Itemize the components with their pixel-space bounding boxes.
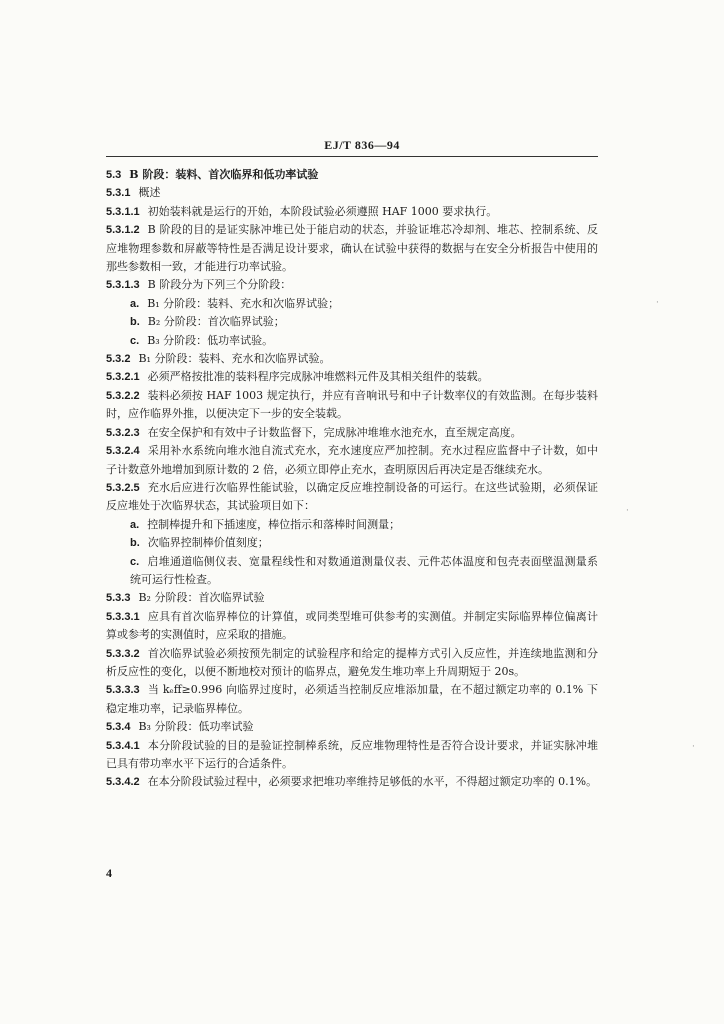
clause-number: 5.3.1.3 — [106, 279, 140, 292]
clause-paragraph — [106, 681, 598, 718]
clause-paragraph — [106, 479, 598, 516]
list-letter: a. — [130, 518, 140, 531]
clause-text: 次临界控制棒价值刻度； — [147, 536, 269, 550]
page-number: 4 — [106, 866, 112, 880]
list-item — [106, 553, 598, 590]
clause-text: B 阶段分为下列三个分阶段： — [147, 278, 292, 292]
clause-paragraph — [106, 442, 598, 479]
clause-paragraph — [106, 424, 598, 442]
clause-text: B₁ 分阶段：装料、充水和次临界试验； — [147, 296, 340, 310]
clause-text: 采用补水系统向堆水池自流式充水，充水速度应严加控制。充水过程应监督中子计数，如中子计数意外地增加到原计数的 2 倍，必须立即停止充水，查明原因后再决定是否继续充水。 — [106, 444, 598, 476]
list-letter: b. — [130, 316, 140, 329]
clause-text: B₃ 分阶段：低功率试验 — [138, 720, 254, 734]
clause-text: 装料必须按 HAF 1003 规定执行，并应有音响讯号和中子计数率仪的有效监测。在每步装料时，应作临界外推，以便决定下一步的安全装载。 — [106, 388, 598, 421]
clause-text: 概述 — [138, 186, 161, 200]
scan-speck: · — [692, 742, 695, 752]
clause-text: B₃ 分阶段：低功率试验。 — [147, 333, 274, 347]
clause-text: B₂ 分阶段：首次临界试验 — [138, 591, 265, 605]
clause-paragraph — [106, 350, 598, 368]
clause-paragraph — [106, 645, 598, 682]
clause-number: 5.3.1.1 — [106, 205, 140, 218]
clause-paragraph — [106, 737, 598, 774]
list-letter: c. — [130, 555, 140, 568]
clause-number: 5.3.4.1 — [106, 739, 140, 752]
list-item — [106, 534, 598, 552]
clause-text: B 阶段：装料、首次临界和低功率试验 — [129, 168, 319, 181]
clause-number: 5.3.1 — [106, 187, 131, 200]
clause-text: B 阶段的目的是证实脉冲堆已处于能启动的状态，并验证堆芯冷却剂、堆芯、控制系统、反应堆物理参数和屏蔽等特性是否满足设计要求，确认在试验中获得的数据与在安全分析报告中使用的那些参数相一致，才能进行功率试验。 — [106, 223, 598, 274]
clause-paragraph — [106, 773, 598, 791]
clause-number: 5.3.2.1 — [106, 371, 140, 384]
clause-number: 5.3.2 — [106, 353, 131, 366]
clause-number: 5.3.2.3 — [106, 426, 140, 439]
clause-text: 必须严格按批准的装料程序完成脉冲堆燃料元件及其相关组件的装载。 — [147, 370, 489, 384]
clause-number: 5.3.4 — [106, 721, 131, 734]
clause-text: 充水后应进行次临界性能试验，以确定反应堆控制设备的可运行。在这些试验期，必须保证反应堆处于次临界状态，其试验项目如下： — [106, 480, 598, 513]
clause-paragraph — [106, 368, 598, 386]
list-item — [106, 313, 598, 331]
clause-number: 5.3.2.2 — [106, 389, 140, 402]
clause-paragraph — [106, 276, 598, 294]
clause-text: 控制棒提升和下插速度，棒位指示和落棒时间测量； — [147, 517, 401, 531]
clause-number: 5.3.3 — [106, 592, 131, 605]
list-item — [106, 516, 598, 534]
clause-text: 当 kₑff≥0.996 向临界过度时，必须适当控制反应堆添加量，在不超过额定功率的 0.1% 下稳定堆功率，记录临界棒位。 — [106, 683, 598, 715]
clause-paragraph — [106, 203, 598, 221]
list-letter: a. — [130, 297, 140, 310]
scan-speck: · — [626, 506, 629, 516]
list-letter: b. — [130, 537, 140, 550]
clause-text: 启堆通道临侧仪表、宽量程线性和对数通道测量仪表、元件芯体温度和包壳表面壁温测量系统可运行性检查。 — [130, 554, 598, 586]
clause-text: B₁ 分阶段：装料、充水和次临界试验。 — [138, 352, 331, 366]
clause-number: 5.3.2.4 — [106, 445, 140, 458]
clause-text: 初始装料就是运行的开始，本阶段试验必须遵照 HAF 1000 要求执行。 — [147, 204, 498, 218]
clause-paragraph — [106, 589, 598, 607]
clause-paragraph — [106, 608, 598, 645]
clause-paragraph — [106, 221, 598, 276]
clause-text: 首次临界试验必须按预先制定的试验程序和给定的提棒方式引入反应性，并连续地监测和分析反应性的变化，以便不断地校对预计的临界点，避免发生堆功率上升周期短于 20s。 — [106, 646, 598, 678]
header-rule — [106, 156, 598, 157]
document-body — [106, 166, 598, 792]
clause-text: 本分阶段试验的目的是验证控制棒系统，反应堆物理特性是否符合设计要求，并证实脉冲堆已具有带功率水平下运行的合适条件。 — [106, 738, 598, 770]
clause-text: B₂ 分阶段：首次临界试验； — [147, 315, 285, 329]
clause-number: 5.3 — [106, 169, 122, 181]
clause-number: 5.3.2.5 — [106, 481, 140, 494]
clause-paragraph — [106, 184, 598, 202]
clause-paragraph — [106, 387, 598, 424]
scan-speck: · — [656, 298, 659, 308]
clause-number: 5.3.3.2 — [106, 647, 140, 660]
list-item — [106, 332, 598, 350]
clause-text: 应具有首次临界棒位的计算值，或同类型堆可供参考的实测值。并制定实际临界棒位偏离计算或参考的实测值时，应采取的措施。 — [106, 609, 598, 642]
clause-number: 5.3.3.3 — [106, 684, 140, 697]
clause-paragraph — [106, 718, 598, 736]
clause-text: 在本分阶段试验过程中，必须要求把堆功率维持足够低的水平，不得超过额定功率的 0.1%。 — [147, 775, 598, 789]
clause-number: 5.3.1.2 — [106, 224, 140, 237]
clause-number: 5.3.3.1 — [106, 610, 140, 623]
clause-text: 在安全保护和有效中子计数监督下，完成脉冲堆堆水池充水，直至规定高度。 — [147, 425, 522, 439]
clause-number: 5.3.4.2 — [106, 776, 140, 789]
list-item — [106, 295, 598, 313]
clause-paragraph — [106, 166, 598, 184]
list-letter: c. — [130, 334, 140, 347]
document-header: EJ/T 836—94 — [324, 138, 400, 152]
